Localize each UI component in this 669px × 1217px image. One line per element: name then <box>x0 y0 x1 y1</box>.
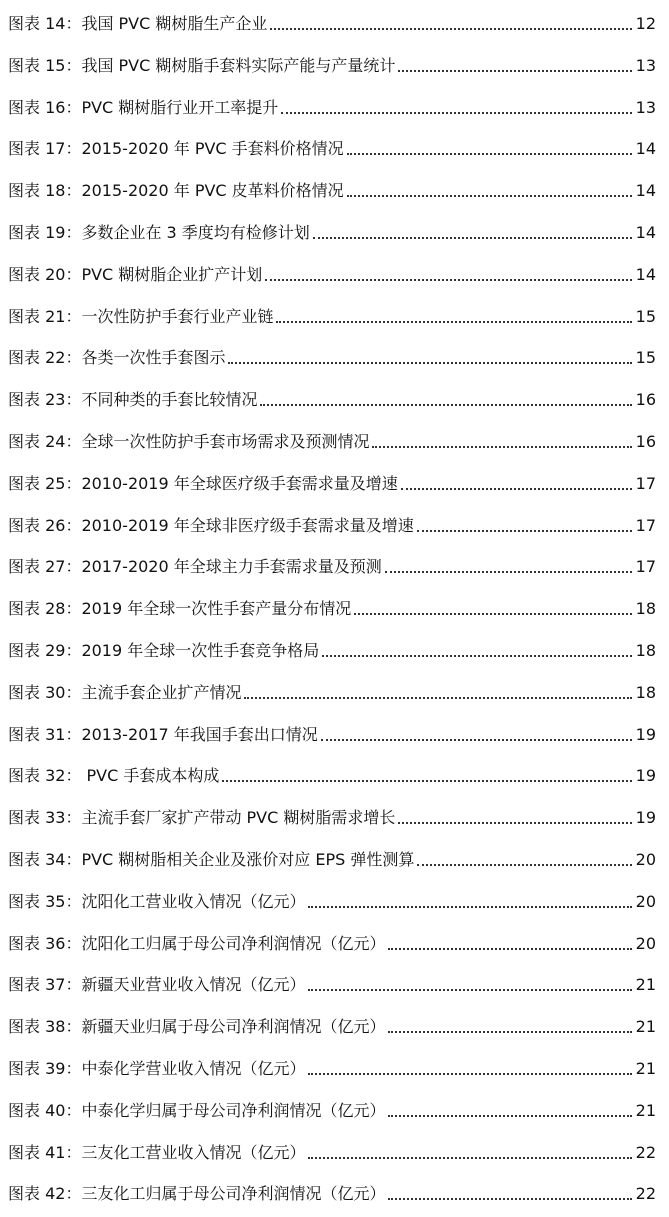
toc-entry-title: 图表 33：主流手套厂家扩产带动 PVC 糊树脂需求增长 <box>8 808 396 828</box>
toc-entry[interactable] <box>8 971 656 995</box>
toc-entry-title: 图表 17：2015-2020 年 PVC 手套料价格情况 <box>8 139 344 159</box>
toc-entry-title: 图表 31：2013-2017 年我国手套出口情况 <box>8 724 318 744</box>
dot-leader <box>265 279 631 281</box>
toc-entry[interactable] <box>8 930 656 954</box>
dot-leader <box>270 28 631 30</box>
toc-entry-page-number: 13 <box>635 97 656 117</box>
dot-leader <box>321 739 632 741</box>
dot-leader <box>347 153 632 155</box>
toc-entry-title: 图表 37：新疆天业营业收入情况（亿元） <box>8 975 306 995</box>
dot-leader <box>308 906 631 908</box>
toc-entry-page-number: 15 <box>635 306 656 326</box>
toc-entry[interactable] <box>8 428 656 452</box>
toc-entry-title: 图表 40：中泰化学归属于母公司净利润情况（亿元） <box>8 1100 386 1120</box>
toc-entry[interactable] <box>8 1013 656 1037</box>
toc-entry-title: 图表 21：一次性防护手套行业产业链 <box>8 306 274 326</box>
toc-entry-title: 图表 28：2019 年全球一次性手套产量分布情况 <box>8 599 352 619</box>
toc-entry[interactable] <box>8 1180 656 1204</box>
toc-entry[interactable] <box>8 762 656 786</box>
toc-entry[interactable] <box>8 135 656 159</box>
toc-entry[interactable] <box>8 386 656 410</box>
toc-entry-title: 图表 22：各类一次性手套图示 <box>8 348 226 368</box>
toc-entry[interactable] <box>8 512 656 536</box>
toc-entry[interactable] <box>8 888 656 912</box>
dot-leader <box>354 613 631 615</box>
toc-entry-page-number: 17 <box>635 473 656 493</box>
toc-entry-title: 图表 18：2015-2020 年 PVC 皮革料价格情况 <box>8 181 344 201</box>
toc-entry[interactable] <box>8 1055 656 1079</box>
toc-entry[interactable] <box>8 344 656 368</box>
toc-entry-title: 图表 16：PVC 糊树脂行业开工率提升 <box>8 97 279 117</box>
dot-leader <box>398 822 631 824</box>
dot-leader <box>260 404 631 406</box>
toc-entry[interactable] <box>8 553 656 577</box>
dot-leader <box>308 1157 631 1159</box>
toc-entry-page-number: 18 <box>635 599 656 619</box>
toc-entry[interactable] <box>8 470 656 494</box>
toc-entry-title: 图表 39：中泰化学营业收入情况（亿元） <box>8 1059 306 1078</box>
dot-leader <box>276 321 631 323</box>
toc-entry-page-number: 22 <box>635 1142 656 1162</box>
toc-entry-title: 图表 20：PVC 糊树脂企业扩产计划 <box>8 264 263 284</box>
toc-entry-page-number: 12 <box>635 14 656 33</box>
toc-entry-title: 图表 34：PVC 糊树脂相关企业及涨价对应 EPS 弹性测算 <box>8 850 415 869</box>
toc-entry-title: 图表 41：三友化工营业收入情况（亿元） <box>8 1142 306 1162</box>
toc-entry-page-number: 15 <box>635 348 656 368</box>
dot-leader <box>385 571 632 573</box>
dot-leader <box>308 989 631 991</box>
toc-entry-page-number: 21 <box>635 1100 656 1120</box>
toc-entry-page-number: 14 <box>635 181 656 201</box>
toc-entry-page-number: 18 <box>635 682 656 702</box>
toc-entry-title: 图表 19：多数企业在 3 季度均有检修计划 <box>8 223 310 242</box>
toc-entry-page-number: 20 <box>635 933 656 953</box>
toc-entry[interactable] <box>8 52 656 76</box>
toc-entry-title: 图表 36：沈阳化工归属于母公司净利润情况（亿元） <box>8 933 386 953</box>
toc-entry-page-number: 21 <box>635 975 656 995</box>
toc-entry-title: 图表 25：2010-2019 年全球医疗级手套需求量及增速 <box>8 473 398 493</box>
toc-entry-title: 图表 42：三友化工归属于母公司净利润情况（亿元） <box>8 1184 386 1204</box>
toc-entry[interactable] <box>8 177 656 201</box>
toc-entry[interactable] <box>8 1139 656 1163</box>
dot-leader <box>417 530 632 532</box>
toc-entry-page-number: 21 <box>635 1017 656 1037</box>
toc-entry-page-number: 20 <box>635 891 656 911</box>
toc-entry-title: 图表 35：沈阳化工营业收入情况（亿元） <box>8 891 306 911</box>
dot-leader <box>401 488 632 490</box>
toc-entry-title: 图表 30：主流手套企业扩产情况 <box>8 682 242 702</box>
toc-entry-page-number: 22 <box>635 1184 656 1204</box>
toc-entry-title: 图表 15：我国 PVC 糊树脂手套料实际产能与产量统计 <box>8 55 396 75</box>
toc-entry[interactable] <box>8 303 656 327</box>
toc-entry-title: 图表 32： PVC 手套成本构成 <box>8 766 220 786</box>
toc-entry-page-number: 20 <box>635 850 656 869</box>
toc-entry-page-number: 18 <box>635 641 656 660</box>
toc-entry[interactable] <box>8 219 656 243</box>
dot-leader <box>308 1073 631 1075</box>
toc-entry[interactable] <box>8 721 656 745</box>
toc-entry[interactable] <box>8 595 656 619</box>
toc-entry-title: 图表 24：全球一次性防护手套市场需求及预测情况 <box>8 432 370 451</box>
toc-entry-page-number: 14 <box>635 223 656 242</box>
toc-entry-page-number: 17 <box>635 515 656 535</box>
toc-entry[interactable] <box>8 637 656 661</box>
dot-leader <box>322 655 631 657</box>
toc-entry-page-number: 14 <box>635 139 656 159</box>
toc-entry[interactable] <box>8 1097 656 1121</box>
dot-leader <box>372 446 631 448</box>
dot-leader <box>388 948 631 950</box>
dot-leader <box>398 70 631 72</box>
dot-leader <box>347 195 632 197</box>
dot-leader <box>417 864 631 866</box>
dot-leader <box>244 697 631 699</box>
toc-entry-page-number: 14 <box>635 264 656 284</box>
toc-entry-title: 图表 29：2019 年全球一次性手套竞争格局 <box>8 641 320 660</box>
toc-entry-page-number: 17 <box>635 557 656 577</box>
toc-entry-page-number: 16 <box>635 390 656 410</box>
toc-entry-title: 图表 14：我国 PVC 糊树脂生产企业 <box>8 14 268 33</box>
toc-entry[interactable] <box>8 846 656 870</box>
dot-leader <box>222 780 631 782</box>
dot-leader <box>388 1115 631 1117</box>
dot-leader <box>388 1198 631 1200</box>
toc-entry[interactable] <box>8 804 656 828</box>
toc-entry-title: 图表 38：新疆天业归属于母公司净利润情况（亿元） <box>8 1017 386 1037</box>
toc-entry[interactable] <box>8 261 656 285</box>
dot-leader <box>281 112 631 114</box>
dot-leader <box>313 237 632 239</box>
toc-entry[interactable] <box>8 94 656 118</box>
toc-entry[interactable] <box>8 679 656 703</box>
toc-entry-page-number: 21 <box>635 1059 656 1078</box>
dot-leader <box>228 362 631 364</box>
dot-leader <box>388 1031 631 1033</box>
toc-entry-page-number: 19 <box>635 766 656 786</box>
toc-entry-title: 图表 26：2010-2019 年全球非医疗级手套需求量及增速 <box>8 515 414 535</box>
toc-entry-page-number: 19 <box>635 724 656 744</box>
toc-entry-page-number: 16 <box>635 432 656 451</box>
toc-entry[interactable] <box>8 10 656 34</box>
toc-entry-title: 图表 23：不同种类的手套比较情况 <box>8 390 258 410</box>
toc-entry-page-number: 19 <box>635 808 656 828</box>
toc-entry-title: 图表 27：2017-2020 年全球主力手套需求量及预测 <box>8 557 382 577</box>
toc-entry-page-number: 13 <box>635 55 656 75</box>
